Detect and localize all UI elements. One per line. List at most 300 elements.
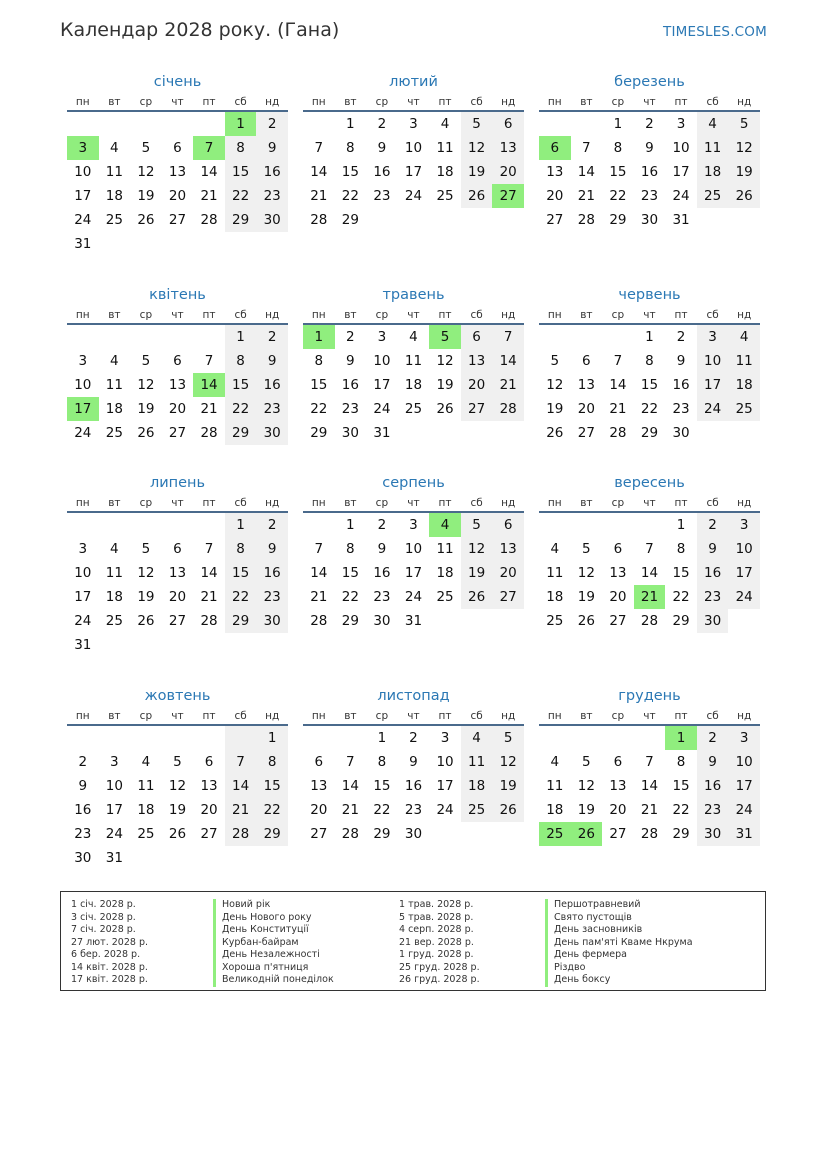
day-cell[interactable]: 14	[609, 377, 627, 393]
day-cell[interactable]: 11	[461, 750, 493, 774]
day-cell[interactable]: 7	[613, 353, 623, 369]
day-cell[interactable]: 13	[461, 349, 493, 373]
day-cell[interactable]: 17	[404, 565, 423, 581]
day-cell[interactable]: 17	[728, 774, 760, 798]
day-cell[interactable]: 4	[728, 325, 760, 349]
day-cell[interactable]: 30	[697, 822, 729, 846]
day-cell[interactable]: 17	[672, 164, 690, 180]
day-cell[interactable]: 14	[341, 778, 359, 794]
day-cell[interactable]: 26	[461, 585, 493, 609]
day-cell[interactable]: 24	[74, 613, 92, 629]
day-cell[interactable]: 23	[341, 401, 359, 417]
day-cell[interactable]: 8	[256, 750, 288, 774]
day-cell[interactable]: 28	[640, 826, 659, 842]
day-cell[interactable]: 5	[173, 754, 182, 770]
day-cell[interactable]: 22	[225, 184, 257, 208]
day-cell[interactable]: 14	[640, 778, 659, 794]
day-cell[interactable]: 29	[225, 609, 257, 633]
day-cell[interactable]: 29	[225, 208, 257, 232]
day-cell[interactable]: 2	[409, 730, 418, 746]
day-cell[interactable]: 3	[676, 116, 686, 132]
day-cell[interactable]: 4	[697, 112, 729, 136]
day-cell[interactable]: 5	[429, 325, 461, 349]
day-cell[interactable]: 2	[377, 517, 387, 533]
day-cell[interactable]: 10	[373, 353, 391, 369]
day-cell[interactable]: 28	[200, 212, 218, 228]
day-cell[interactable]: 8	[346, 541, 355, 557]
day-cell[interactable]: 29	[373, 826, 391, 842]
day-cell[interactable]: 8	[225, 537, 257, 561]
day-cell[interactable]: 11	[436, 140, 454, 156]
day-cell[interactable]: 22	[609, 188, 627, 204]
day-cell[interactable]: 17	[74, 188, 92, 204]
day-cell[interactable]: 13	[168, 377, 187, 393]
day-cell[interactable]: 28	[640, 613, 659, 629]
day-cell[interactable]: 28	[310, 212, 328, 228]
day-cell[interactable]: 16	[256, 561, 288, 585]
day-cell[interactable]: 12	[168, 778, 187, 794]
day-cell[interactable]: 19	[436, 377, 454, 393]
day-cell[interactable]: 20	[609, 589, 627, 605]
day-cell[interactable]: 20	[200, 802, 218, 818]
day-cell[interactable]: 27	[168, 212, 187, 228]
day-cell[interactable]: 13	[492, 136, 524, 160]
day-cell[interactable]: 7	[346, 754, 355, 770]
day-cell[interactable]: 20	[577, 401, 595, 417]
day-cell[interactable]: 9	[676, 353, 686, 369]
day-cell[interactable]: 21	[310, 589, 328, 605]
day-cell[interactable]: 5	[461, 513, 493, 537]
day-cell[interactable]: 9	[256, 349, 288, 373]
day-cell[interactable]: 9	[256, 136, 288, 160]
day-cell[interactable]: 15	[341, 164, 359, 180]
day-cell[interactable]: 3	[440, 730, 450, 746]
day-cell[interactable]: 20	[168, 401, 187, 417]
day-cell[interactable]: 26	[168, 826, 187, 842]
day-cell[interactable]: 4	[409, 329, 418, 345]
day-cell[interactable]: 22	[640, 401, 659, 417]
day-cell[interactable]: 12	[728, 136, 760, 160]
day-cell[interactable]: 31	[373, 425, 391, 441]
day-cell[interactable]: 11	[105, 377, 123, 393]
day-cell[interactable]: 18	[461, 774, 493, 798]
day-cell[interactable]: 2	[256, 325, 288, 349]
day-cell[interactable]: 25	[546, 613, 564, 629]
day-cell[interactable]: 23	[74, 826, 92, 842]
day-cell[interactable]: 23	[256, 397, 288, 421]
day-cell[interactable]: 15	[609, 164, 627, 180]
day-cell[interactable]: 28	[341, 826, 359, 842]
day-cell[interactable]: 22	[256, 798, 288, 822]
day-cell[interactable]: 17	[404, 164, 423, 180]
day-cell[interactable]: 17	[697, 373, 729, 397]
day-cell[interactable]: 21	[577, 188, 595, 204]
day-cell[interactable]: 29	[341, 613, 359, 629]
day-cell[interactable]: 27	[492, 585, 524, 609]
day-cell[interactable]: 2	[346, 329, 355, 345]
day-cell[interactable]: 21	[310, 188, 328, 204]
day-cell[interactable]: 4	[429, 513, 461, 537]
day-cell[interactable]: 2	[256, 513, 288, 537]
day-cell[interactable]: 24	[404, 188, 423, 204]
day-cell[interactable]: 15	[341, 565, 359, 581]
day-cell[interactable]: 22	[225, 397, 257, 421]
day-cell[interactable]: 16	[341, 377, 359, 393]
day-cell[interactable]: 8	[613, 140, 623, 156]
day-cell[interactable]: 31	[105, 850, 123, 866]
day-cell[interactable]: 6	[173, 140, 182, 156]
day-cell[interactable]: 18	[404, 377, 423, 393]
day-cell[interactable]: 14	[193, 373, 225, 397]
day-cell[interactable]: 15	[225, 561, 257, 585]
day-cell[interactable]: 20	[310, 802, 328, 818]
day-cell[interactable]: 11	[546, 778, 564, 794]
day-cell[interactable]: 31	[74, 637, 92, 653]
day-cell[interactable]: 30	[256, 421, 288, 445]
day-cell[interactable]: 11	[404, 353, 423, 369]
day-cell[interactable]: 22	[672, 802, 690, 818]
day-cell[interactable]: 5	[728, 112, 760, 136]
day-cell[interactable]: 10	[74, 565, 92, 581]
day-cell[interactable]: 9	[409, 754, 418, 770]
day-cell[interactable]: 24	[697, 397, 729, 421]
day-cell[interactable]: 28	[200, 613, 218, 629]
day-cell[interactable]: 30	[74, 850, 92, 866]
day-cell[interactable]: 20	[492, 160, 524, 184]
day-cell[interactable]: 25	[404, 401, 423, 417]
day-cell[interactable]: 21	[640, 802, 659, 818]
day-cell[interactable]: 30	[256, 208, 288, 232]
day-cell[interactable]: 12	[137, 164, 155, 180]
day-cell[interactable]: 2	[676, 329, 686, 345]
day-cell[interactable]: 2	[256, 112, 288, 136]
day-cell[interactable]: 8	[676, 541, 686, 557]
day-cell[interactable]: 29	[672, 613, 690, 629]
day-cell[interactable]: 8	[225, 136, 257, 160]
day-cell[interactable]: 21	[341, 802, 359, 818]
day-cell[interactable]: 10	[404, 140, 423, 156]
day-cell[interactable]: 23	[404, 802, 423, 818]
day-cell[interactable]: 4	[550, 541, 560, 557]
day-cell[interactable]: 9	[645, 140, 654, 156]
day-cell[interactable]: 7	[314, 140, 324, 156]
day-cell[interactable]: 1	[303, 325, 335, 349]
day-cell[interactable]: 13	[546, 164, 564, 180]
day-cell[interactable]: 28	[310, 613, 328, 629]
day-cell[interactable]: 4	[440, 116, 450, 132]
day-cell[interactable]: 23	[256, 184, 288, 208]
day-cell[interactable]: 22	[373, 802, 391, 818]
day-cell[interactable]: 4	[110, 353, 119, 369]
day-cell[interactable]: 12	[546, 377, 564, 393]
day-cell[interactable]: 13	[310, 778, 328, 794]
day-cell[interactable]: 17	[373, 377, 391, 393]
day-cell[interactable]: 25	[728, 397, 760, 421]
day-cell[interactable]: 17	[728, 561, 760, 585]
day-cell[interactable]: 9	[697, 537, 729, 561]
day-cell[interactable]: 11	[105, 565, 123, 581]
day-cell[interactable]: 7	[492, 325, 524, 349]
day-cell[interactable]: 11	[137, 778, 155, 794]
day-cell[interactable]: 30	[697, 609, 729, 633]
day-cell[interactable]: 3	[110, 754, 119, 770]
day-cell[interactable]: 27	[200, 826, 218, 842]
day-cell[interactable]: 10	[74, 377, 92, 393]
day-cell[interactable]: 6	[173, 353, 182, 369]
day-cell[interactable]: 21	[634, 585, 666, 609]
day-cell[interactable]: 26	[436, 401, 454, 417]
day-cell[interactable]: 3	[409, 517, 418, 533]
day-cell[interactable]: 27	[492, 184, 524, 208]
day-cell[interactable]: 12	[436, 353, 454, 369]
day-cell[interactable]: 16	[697, 774, 729, 798]
day-cell[interactable]: 9	[78, 778, 88, 794]
day-cell[interactable]: 27	[577, 425, 595, 441]
day-cell[interactable]: 21	[200, 589, 218, 605]
day-cell[interactable]: 21	[200, 188, 218, 204]
day-cell[interactable]: 9	[377, 541, 387, 557]
day-cell[interactable]: 20	[546, 188, 564, 204]
day-cell[interactable]: 1	[377, 730, 387, 746]
day-cell[interactable]: 24	[436, 802, 454, 818]
day-cell[interactable]: 5	[582, 754, 591, 770]
day-cell[interactable]: 3	[377, 329, 387, 345]
day-cell[interactable]: 16	[404, 778, 423, 794]
day-cell[interactable]: 6	[204, 754, 214, 770]
day-cell[interactable]: 15	[373, 778, 391, 794]
day-cell[interactable]: 18	[728, 373, 760, 397]
day-cell[interactable]: 26	[728, 184, 760, 208]
day-cell[interactable]: 10	[436, 754, 454, 770]
day-cell[interactable]: 1	[225, 513, 257, 537]
day-cell[interactable]: 29	[609, 212, 627, 228]
day-cell[interactable]: 22	[672, 589, 690, 605]
day-cell[interactable]: 2	[645, 116, 654, 132]
day-cell[interactable]: 4	[110, 541, 119, 557]
day-cell[interactable]: 9	[256, 537, 288, 561]
day-cell[interactable]: 14	[200, 565, 218, 581]
day-cell[interactable]: 7	[193, 136, 225, 160]
day-cell[interactable]: 21	[609, 401, 627, 417]
day-cell[interactable]: 22	[341, 589, 359, 605]
day-cell[interactable]: 18	[105, 401, 123, 417]
day-cell[interactable]: 16	[256, 373, 288, 397]
day-cell[interactable]: 21	[200, 401, 218, 417]
day-cell[interactable]: 25	[105, 425, 123, 441]
day-cell[interactable]: 27	[609, 613, 627, 629]
day-cell[interactable]: 14	[200, 164, 218, 180]
day-cell[interactable]: 10	[404, 541, 423, 557]
day-cell[interactable]: 4	[141, 754, 151, 770]
day-cell[interactable]: 26	[461, 184, 493, 208]
day-cell[interactable]: 23	[697, 798, 729, 822]
day-cell[interactable]: 21	[492, 373, 524, 397]
day-cell[interactable]: 16	[74, 802, 92, 818]
day-cell[interactable]: 11	[105, 164, 123, 180]
day-cell[interactable]: 13	[609, 565, 627, 581]
day-cell[interactable]: 16	[640, 164, 659, 180]
day-cell[interactable]: 30	[341, 425, 359, 441]
day-cell[interactable]: 16	[256, 160, 288, 184]
day-cell[interactable]: 19	[137, 188, 155, 204]
day-cell[interactable]: 9	[697, 750, 729, 774]
day-cell[interactable]: 15	[640, 377, 659, 393]
day-cell[interactable]: 27	[310, 826, 328, 842]
day-cell[interactable]: 23	[373, 589, 391, 605]
day-cell[interactable]: 13	[609, 778, 627, 794]
day-cell[interactable]: 30	[640, 212, 659, 228]
day-cell[interactable]: 17	[105, 802, 123, 818]
day-cell[interactable]: 13	[168, 164, 187, 180]
day-cell[interactable]: 12	[492, 750, 524, 774]
day-cell[interactable]: 8	[676, 754, 686, 770]
day-cell[interactable]: 26	[492, 798, 524, 822]
day-cell[interactable]: 7	[204, 353, 214, 369]
day-cell[interactable]: 31	[404, 613, 423, 629]
day-cell[interactable]: 10	[74, 164, 92, 180]
day-cell[interactable]: 27	[546, 212, 564, 228]
day-cell[interactable]: 3	[409, 116, 418, 132]
day-cell[interactable]: 10	[672, 140, 690, 156]
day-cell[interactable]: 14	[310, 565, 328, 581]
day-cell[interactable]: 6	[314, 754, 324, 770]
day-cell[interactable]: 12	[577, 778, 595, 794]
day-cell[interactable]: 19	[492, 774, 524, 798]
day-cell[interactable]: 18	[546, 802, 564, 818]
day-cell[interactable]: 5	[141, 541, 151, 557]
day-cell[interactable]: 4	[550, 754, 560, 770]
day-cell[interactable]: 5	[582, 541, 591, 557]
day-cell[interactable]: 14	[640, 565, 659, 581]
day-cell[interactable]: 29	[341, 212, 359, 228]
day-cell[interactable]: 30	[373, 613, 391, 629]
day-cell[interactable]: 25	[105, 212, 123, 228]
day-cell[interactable]: 2	[78, 754, 88, 770]
day-cell[interactable]: 20	[168, 589, 187, 605]
day-cell[interactable]: 19	[168, 802, 187, 818]
day-cell[interactable]: 11	[436, 541, 454, 557]
day-cell[interactable]: 16	[672, 377, 690, 393]
day-cell[interactable]: 14	[225, 774, 257, 798]
day-cell[interactable]: 2	[377, 116, 387, 132]
day-cell[interactable]: 4	[110, 140, 119, 156]
day-cell[interactable]: 4	[461, 726, 493, 750]
day-cell[interactable]: 10	[728, 537, 760, 561]
day-cell[interactable]: 23	[640, 188, 659, 204]
brand-link[interactable]: TIMESLES.COM	[663, 24, 767, 40]
day-cell[interactable]: 8	[314, 353, 324, 369]
day-cell[interactable]: 6	[613, 541, 623, 557]
day-cell[interactable]: 9	[346, 353, 355, 369]
day-cell[interactable]: 2	[697, 513, 729, 537]
day-cell[interactable]: 20	[492, 561, 524, 585]
day-cell[interactable]: 1	[225, 325, 257, 349]
day-cell[interactable]: 13	[200, 778, 218, 794]
day-cell[interactable]: 19	[546, 401, 564, 417]
day-cell[interactable]: 13	[492, 537, 524, 561]
day-cell[interactable]: 8	[346, 140, 355, 156]
day-cell[interactable]: 7	[204, 541, 214, 557]
day-cell[interactable]: 7	[645, 541, 654, 557]
day-cell[interactable]: 15	[225, 373, 257, 397]
day-cell[interactable]: 17	[74, 589, 92, 605]
day-cell[interactable]: 3	[697, 325, 729, 349]
day-cell[interactable]: 18	[546, 589, 564, 605]
day-cell[interactable]: 24	[728, 585, 760, 609]
day-cell[interactable]: 24	[672, 188, 690, 204]
day-cell[interactable]: 24	[373, 401, 391, 417]
day-cell[interactable]: 11	[546, 565, 564, 581]
day-cell[interactable]: 26	[571, 822, 603, 846]
day-cell[interactable]: 20	[168, 188, 187, 204]
day-cell[interactable]: 9	[377, 140, 387, 156]
day-cell[interactable]: 27	[461, 397, 493, 421]
day-cell[interactable]: 26	[137, 613, 155, 629]
day-cell[interactable]: 27	[609, 826, 627, 842]
day-cell[interactable]: 24	[74, 425, 92, 441]
day-cell[interactable]: 7	[314, 541, 324, 557]
day-cell[interactable]: 11	[697, 136, 729, 160]
day-cell[interactable]: 1	[346, 517, 355, 533]
day-cell[interactable]: 22	[310, 401, 328, 417]
day-cell[interactable]: 28	[200, 425, 218, 441]
day-cell[interactable]: 6	[492, 112, 524, 136]
day-cell[interactable]: 2	[697, 726, 729, 750]
day-cell[interactable]: 6	[492, 513, 524, 537]
day-cell[interactable]: 12	[461, 136, 493, 160]
day-cell[interactable]: 23	[697, 585, 729, 609]
day-cell[interactable]: 3	[78, 541, 88, 557]
day-cell[interactable]: 13	[577, 377, 595, 393]
day-cell[interactable]: 25	[461, 798, 493, 822]
day-cell[interactable]: 16	[697, 561, 729, 585]
day-cell[interactable]: 28	[492, 397, 524, 421]
day-cell[interactable]: 19	[137, 589, 155, 605]
day-cell[interactable]: 24	[404, 589, 423, 605]
day-cell[interactable]: 25	[436, 589, 454, 605]
day-cell[interactable]: 6	[582, 353, 591, 369]
day-cell[interactable]: 18	[436, 164, 454, 180]
day-cell[interactable]: 5	[141, 140, 151, 156]
day-cell[interactable]: 12	[577, 565, 595, 581]
day-cell[interactable]: 23	[256, 585, 288, 609]
day-cell[interactable]: 18	[105, 589, 123, 605]
day-cell[interactable]: 1	[346, 116, 355, 132]
day-cell[interactable]: 28	[577, 212, 595, 228]
day-cell[interactable]: 8	[225, 349, 257, 373]
day-cell[interactable]: 10	[728, 750, 760, 774]
day-cell[interactable]: 30	[256, 609, 288, 633]
day-cell[interactable]: 18	[436, 565, 454, 581]
day-cell[interactable]: 19	[461, 561, 493, 585]
day-cell[interactable]: 14	[577, 164, 595, 180]
day-cell[interactable]: 31	[728, 822, 760, 846]
day-cell[interactable]: 6	[613, 754, 623, 770]
day-cell[interactable]: 17	[67, 397, 99, 421]
day-cell[interactable]: 1	[665, 726, 697, 750]
day-cell[interactable]: 13	[168, 565, 187, 581]
day-cell[interactable]: 22	[341, 188, 359, 204]
day-cell[interactable]: 25	[539, 822, 571, 846]
day-cell[interactable]: 7	[582, 140, 591, 156]
day-cell[interactable]: 16	[373, 164, 391, 180]
day-cell[interactable]: 1	[676, 517, 686, 533]
day-cell[interactable]: 29	[672, 826, 690, 842]
day-cell[interactable]: 7	[225, 750, 257, 774]
day-cell[interactable]: 10	[697, 349, 729, 373]
day-cell[interactable]: 25	[436, 188, 454, 204]
day-cell[interactable]: 6	[173, 541, 182, 557]
